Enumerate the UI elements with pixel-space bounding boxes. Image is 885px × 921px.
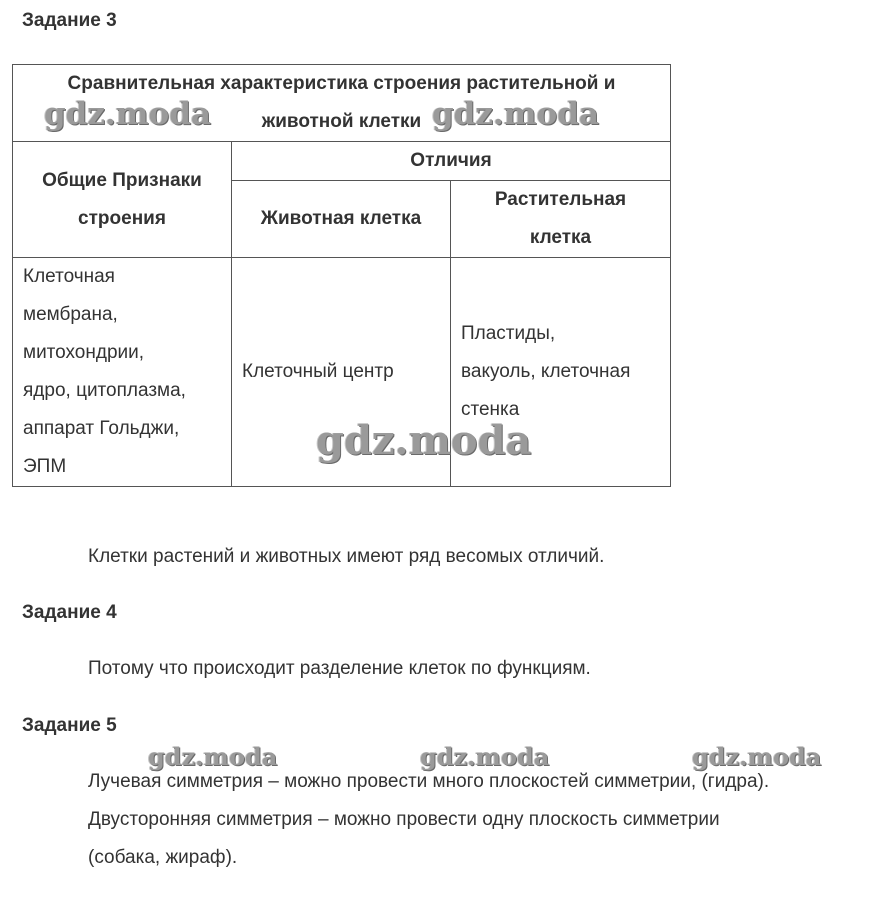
common-line: мембрана,: [23, 304, 118, 325]
header-row-1: [13, 142, 671, 181]
header-common-features: [13, 142, 232, 258]
watermark-logo: gdz.moda: [432, 96, 599, 132]
plant-cell-value: [451, 258, 671, 487]
task-5-line-3: (собака, жираф).: [88, 847, 238, 868]
task-5-line-1: Лучевая симметрия – можно провести много плоскостей симметрии, (гидра).: [88, 771, 770, 792]
comparison-table: [12, 64, 671, 487]
animal-cell-value: Клеточный центр: [232, 258, 451, 487]
table-title: [13, 65, 671, 142]
table-title-row: [13, 65, 671, 142]
watermark-logo: gdz.moda: [148, 742, 278, 771]
common-line: Клеточная: [23, 266, 115, 287]
table-row: [13, 258, 671, 487]
plant-line: Пластиды,: [461, 323, 556, 344]
common-line: митохондрии,: [23, 342, 145, 363]
header-plant-line-2: клетка: [529, 227, 592, 248]
plant-line: стенка: [461, 399, 520, 420]
common-features-cell: [13, 258, 232, 487]
watermark-logo: gdz.moda: [44, 96, 211, 132]
header-common-line-1: Общие Признаки: [42, 169, 202, 191]
task-5-line-2: Двусторонняя симметрия – можно провести одну плоскость симметрии: [88, 809, 720, 830]
common-line: ядро, цитоплазма,: [23, 380, 186, 401]
header-plant-line-1: Растительная: [494, 189, 627, 210]
task-4-heading: Задание 4: [22, 602, 117, 623]
header-plant-cell: [451, 181, 671, 258]
header-common-line-2: строения: [78, 207, 166, 229]
task-3-heading: Задание 3: [22, 10, 117, 31]
common-line: ЭПМ: [23, 456, 67, 477]
task-5-heading: Задание 5: [22, 715, 117, 736]
header-differences: Отличия: [232, 142, 671, 181]
watermark-logo: gdz.moda: [692, 742, 822, 771]
header-animal-cell: Животная клетка: [232, 181, 451, 258]
common-line: аппарат Гольджи,: [23, 418, 180, 439]
watermark-logo: gdz.moda: [420, 742, 550, 771]
table-title-line-1: Сравнительная характеристика строения растительной и: [67, 73, 616, 94]
table-title-line-2: животной клетки: [261, 111, 422, 132]
watermark-logo: gdz.moda: [316, 417, 532, 464]
task-4-answer: Потому что происходит разделение клеток по функциям.: [88, 658, 591, 679]
plant-line: вакуоль, клеточная: [461, 361, 631, 382]
task-3-answer: Клетки растений и животных имеют ряд весомых отличий.: [88, 546, 605, 567]
